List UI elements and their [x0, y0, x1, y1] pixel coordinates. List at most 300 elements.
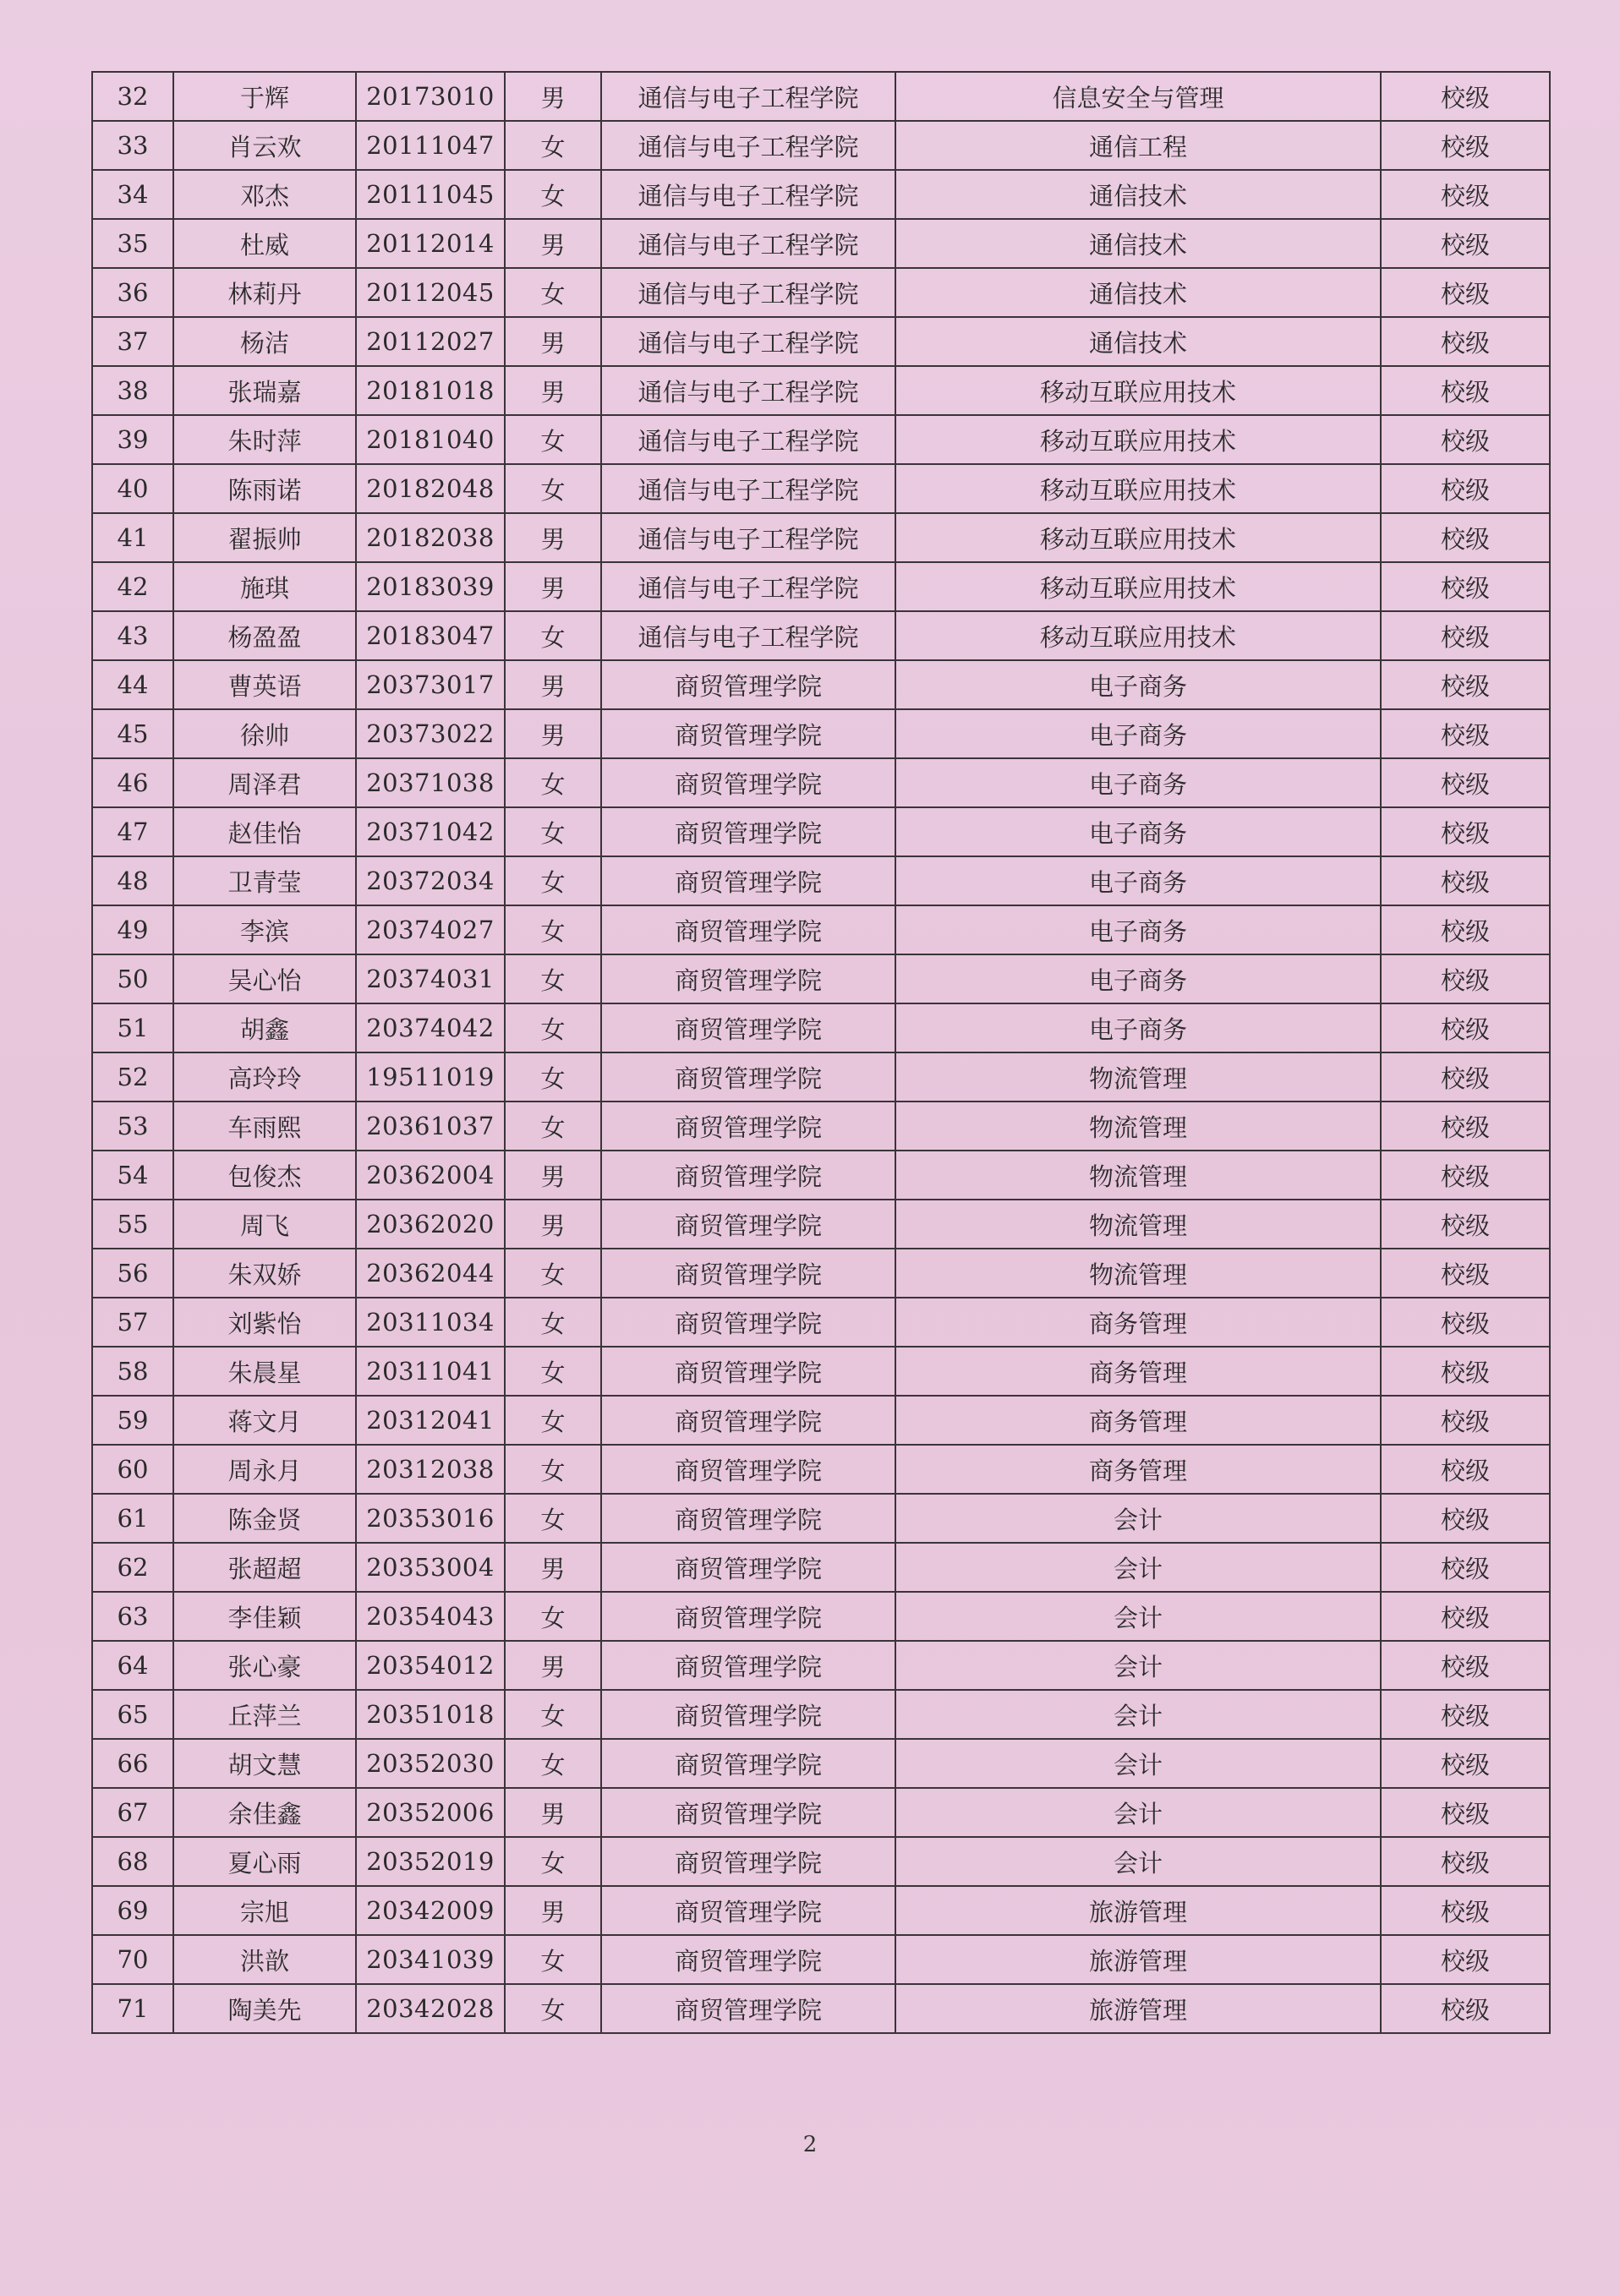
table-row — [92, 1739, 1550, 1788]
major-cell: 通信技术 — [895, 219, 1381, 268]
major-cell: 电子商务 — [895, 807, 1381, 856]
student-id-cell: 20111045 — [356, 170, 505, 219]
award-level-cell: 校级 — [1381, 1543, 1550, 1592]
gender-cell: 男 — [505, 709, 601, 758]
student-id-cell: 19511019 — [356, 1052, 505, 1102]
table-row — [92, 562, 1550, 611]
gender-cell: 男 — [505, 660, 601, 709]
student-roster-table — [91, 71, 1551, 2034]
student-name-cell: 曹英语 — [173, 660, 356, 709]
student-id-cell: 20183039 — [356, 562, 505, 611]
student-name-cell: 吴心怡 — [173, 954, 356, 1003]
award-level-cell: 校级 — [1381, 856, 1550, 905]
row-number-cell: 62 — [92, 1543, 173, 1592]
major-cell: 物流管理 — [895, 1249, 1381, 1298]
student-id-cell: 20182048 — [356, 464, 505, 513]
award-level-cell: 校级 — [1381, 1935, 1550, 1984]
award-level-cell: 校级 — [1381, 1151, 1550, 1200]
award-level-cell: 校级 — [1381, 121, 1550, 170]
gender-cell: 男 — [505, 1543, 601, 1592]
major-cell: 信息安全与管理 — [895, 72, 1381, 121]
student-id-cell: 20354043 — [356, 1592, 505, 1641]
student-id-cell: 20353016 — [356, 1494, 505, 1543]
major-cell: 通信技术 — [895, 268, 1381, 317]
table-row — [92, 1445, 1550, 1494]
student-id-cell: 20173010 — [356, 72, 505, 121]
award-level-cell: 校级 — [1381, 72, 1550, 121]
major-cell: 旅游管理 — [895, 1935, 1381, 1984]
student-id-cell: 20362044 — [356, 1249, 505, 1298]
major-cell: 通信技术 — [895, 170, 1381, 219]
row-number-cell: 33 — [92, 121, 173, 170]
award-level-cell: 校级 — [1381, 1249, 1550, 1298]
gender-cell: 男 — [505, 513, 601, 562]
major-cell: 会计 — [895, 1739, 1381, 1788]
student-id-cell: 20362004 — [356, 1151, 505, 1200]
award-level-cell: 校级 — [1381, 170, 1550, 219]
gender-cell: 女 — [505, 954, 601, 1003]
award-level-cell: 校级 — [1381, 1347, 1550, 1396]
table-row — [92, 1592, 1550, 1641]
college-cell: 通信与电子工程学院 — [601, 562, 895, 611]
student-id-cell: 20181018 — [356, 366, 505, 415]
student-name-cell: 朱晨星 — [173, 1347, 356, 1396]
college-cell: 商贸管理学院 — [601, 1494, 895, 1543]
major-cell: 移动互联应用技术 — [895, 562, 1381, 611]
student-name-cell: 张瑞嘉 — [173, 366, 356, 415]
table-row — [92, 1003, 1550, 1052]
row-number-cell: 53 — [92, 1102, 173, 1151]
major-cell: 会计 — [895, 1543, 1381, 1592]
gender-cell: 女 — [505, 1739, 601, 1788]
student-id-cell: 20372034 — [356, 856, 505, 905]
roster-body — [92, 72, 1550, 2033]
college-cell: 通信与电子工程学院 — [601, 415, 895, 464]
gender-cell: 女 — [505, 1592, 601, 1641]
row-number-cell: 67 — [92, 1788, 173, 1837]
major-cell: 商务管理 — [895, 1445, 1381, 1494]
award-level-cell: 校级 — [1381, 1641, 1550, 1690]
student-name-cell: 高玲玲 — [173, 1052, 356, 1102]
gender-cell: 女 — [505, 807, 601, 856]
major-cell: 移动互联应用技术 — [895, 513, 1381, 562]
award-level-cell: 校级 — [1381, 1690, 1550, 1739]
gender-cell: 男 — [505, 219, 601, 268]
student-id-cell: 20312038 — [356, 1445, 505, 1494]
student-name-cell: 杨洁 — [173, 317, 356, 366]
major-cell: 物流管理 — [895, 1200, 1381, 1249]
college-cell: 商贸管理学院 — [601, 1935, 895, 1984]
table-row — [92, 268, 1550, 317]
gender-cell: 男 — [505, 72, 601, 121]
student-name-cell: 周泽君 — [173, 758, 356, 807]
award-level-cell: 校级 — [1381, 660, 1550, 709]
major-cell: 移动互联应用技术 — [895, 464, 1381, 513]
major-cell: 移动互联应用技术 — [895, 415, 1381, 464]
college-cell: 通信与电子工程学院 — [601, 121, 895, 170]
row-number-cell: 49 — [92, 905, 173, 954]
student-id-cell: 20342028 — [356, 1984, 505, 2033]
gender-cell: 女 — [505, 268, 601, 317]
table-row — [92, 1494, 1550, 1543]
student-id-cell: 20183047 — [356, 611, 505, 660]
college-cell: 商贸管理学院 — [601, 1641, 895, 1690]
student-name-cell: 刘紫怡 — [173, 1298, 356, 1347]
table-row — [92, 611, 1550, 660]
student-name-cell: 胡鑫 — [173, 1003, 356, 1052]
award-level-cell: 校级 — [1381, 1445, 1550, 1494]
student-name-cell: 赵佳怡 — [173, 807, 356, 856]
college-cell: 商贸管理学院 — [601, 1788, 895, 1837]
student-name-cell: 肖云欢 — [173, 121, 356, 170]
table-row — [92, 1396, 1550, 1445]
major-cell: 通信工程 — [895, 121, 1381, 170]
row-number-cell: 57 — [92, 1298, 173, 1347]
major-cell: 商务管理 — [895, 1347, 1381, 1396]
gender-cell: 女 — [505, 1249, 601, 1298]
table-row — [92, 1052, 1550, 1102]
student-id-cell: 20373022 — [356, 709, 505, 758]
award-level-cell: 校级 — [1381, 1003, 1550, 1052]
gender-cell: 男 — [505, 1886, 601, 1935]
gender-cell: 男 — [505, 1641, 601, 1690]
row-number-cell: 56 — [92, 1249, 173, 1298]
row-number-cell: 34 — [92, 170, 173, 219]
major-cell: 会计 — [895, 1788, 1381, 1837]
major-cell: 物流管理 — [895, 1102, 1381, 1151]
college-cell: 通信与电子工程学院 — [601, 317, 895, 366]
student-name-cell: 李佳颖 — [173, 1592, 356, 1641]
table-row — [92, 856, 1550, 905]
row-number-cell: 71 — [92, 1984, 173, 2033]
row-number-cell: 39 — [92, 415, 173, 464]
college-cell: 商贸管理学院 — [601, 807, 895, 856]
gender-cell: 女 — [505, 1003, 601, 1052]
table-row — [92, 1690, 1550, 1739]
student-name-cell: 洪歆 — [173, 1935, 356, 1984]
major-cell: 移动互联应用技术 — [895, 366, 1381, 415]
row-number-cell: 65 — [92, 1690, 173, 1739]
student-id-cell: 20311041 — [356, 1347, 505, 1396]
gender-cell: 男 — [505, 562, 601, 611]
award-level-cell: 校级 — [1381, 1837, 1550, 1886]
student-name-cell: 蒋文月 — [173, 1396, 356, 1445]
student-id-cell: 20111047 — [356, 121, 505, 170]
major-cell: 会计 — [895, 1641, 1381, 1690]
table-row — [92, 1102, 1550, 1151]
student-name-cell: 周永月 — [173, 1445, 356, 1494]
student-name-cell: 杜威 — [173, 219, 356, 268]
row-number-cell: 51 — [92, 1003, 173, 1052]
major-cell: 电子商务 — [895, 856, 1381, 905]
gender-cell: 男 — [505, 1788, 601, 1837]
student-name-cell: 宗旭 — [173, 1886, 356, 1935]
college-cell: 通信与电子工程学院 — [601, 268, 895, 317]
student-id-cell: 20361037 — [356, 1102, 505, 1151]
table-row — [92, 170, 1550, 219]
student-id-cell: 20362020 — [356, 1200, 505, 1249]
award-level-cell: 校级 — [1381, 513, 1550, 562]
gender-cell: 女 — [505, 1396, 601, 1445]
student-name-cell: 夏心雨 — [173, 1837, 356, 1886]
row-number-cell: 69 — [92, 1886, 173, 1935]
student-id-cell: 20371042 — [356, 807, 505, 856]
college-cell: 通信与电子工程学院 — [601, 464, 895, 513]
college-cell: 通信与电子工程学院 — [601, 513, 895, 562]
table-row — [92, 219, 1550, 268]
student-id-cell: 20112045 — [356, 268, 505, 317]
gender-cell: 男 — [505, 1151, 601, 1200]
row-number-cell: 47 — [92, 807, 173, 856]
award-level-cell: 校级 — [1381, 1494, 1550, 1543]
student-name-cell: 张心豪 — [173, 1641, 356, 1690]
college-cell: 商贸管理学院 — [601, 1052, 895, 1102]
college-cell: 通信与电子工程学院 — [601, 611, 895, 660]
table-row — [92, 415, 1550, 464]
college-cell: 商贸管理学院 — [601, 1200, 895, 1249]
row-number-cell: 32 — [92, 72, 173, 121]
award-level-cell: 校级 — [1381, 219, 1550, 268]
row-number-cell: 45 — [92, 709, 173, 758]
college-cell: 通信与电子工程学院 — [601, 366, 895, 415]
table-row — [92, 1984, 1550, 2033]
row-number-cell: 55 — [92, 1200, 173, 1249]
college-cell: 通信与电子工程学院 — [601, 219, 895, 268]
table-row — [92, 807, 1550, 856]
table-row — [92, 317, 1550, 366]
award-level-cell: 校级 — [1381, 709, 1550, 758]
major-cell: 旅游管理 — [895, 1886, 1381, 1935]
student-id-cell: 20182038 — [356, 513, 505, 562]
row-number-cell: 70 — [92, 1935, 173, 1984]
row-number-cell: 61 — [92, 1494, 173, 1543]
gender-cell: 女 — [505, 1690, 601, 1739]
student-id-cell: 20351018 — [356, 1690, 505, 1739]
student-id-cell: 20374031 — [356, 954, 505, 1003]
award-level-cell: 校级 — [1381, 464, 1550, 513]
row-number-cell: 52 — [92, 1052, 173, 1102]
row-number-cell: 37 — [92, 317, 173, 366]
table-row — [92, 513, 1550, 562]
college-cell: 商贸管理学院 — [601, 1151, 895, 1200]
row-number-cell: 64 — [92, 1641, 173, 1690]
college-cell: 商贸管理学院 — [601, 1102, 895, 1151]
gender-cell: 女 — [505, 1298, 601, 1347]
row-number-cell: 66 — [92, 1739, 173, 1788]
major-cell: 物流管理 — [895, 1151, 1381, 1200]
college-cell: 商贸管理学院 — [601, 1690, 895, 1739]
college-cell: 商贸管理学院 — [601, 1886, 895, 1935]
award-level-cell: 校级 — [1381, 1396, 1550, 1445]
row-number-cell: 35 — [92, 219, 173, 268]
major-cell: 电子商务 — [895, 758, 1381, 807]
student-name-cell: 陈雨诺 — [173, 464, 356, 513]
award-level-cell: 校级 — [1381, 1592, 1550, 1641]
major-cell: 移动互联应用技术 — [895, 611, 1381, 660]
award-level-cell: 校级 — [1381, 1984, 1550, 2033]
table-row — [92, 1935, 1550, 1984]
college-cell: 商贸管理学院 — [601, 1445, 895, 1494]
major-cell: 商务管理 — [895, 1396, 1381, 1445]
gender-cell: 女 — [505, 415, 601, 464]
student-id-cell: 20353004 — [356, 1543, 505, 1592]
gender-cell: 女 — [505, 1984, 601, 2033]
student-name-cell: 杨盈盈 — [173, 611, 356, 660]
major-cell: 通信技术 — [895, 317, 1381, 366]
table-row — [92, 1347, 1550, 1396]
student-name-cell: 李滨 — [173, 905, 356, 954]
award-level-cell: 校级 — [1381, 758, 1550, 807]
student-id-cell: 20112014 — [356, 219, 505, 268]
table-row — [92, 1788, 1550, 1837]
student-id-cell: 20352006 — [356, 1788, 505, 1837]
college-cell: 商贸管理学院 — [601, 954, 895, 1003]
student-id-cell: 20311034 — [356, 1298, 505, 1347]
student-id-cell: 20342009 — [356, 1886, 505, 1935]
gender-cell: 男 — [505, 366, 601, 415]
student-id-cell: 20371038 — [356, 758, 505, 807]
major-cell: 电子商务 — [895, 1003, 1381, 1052]
college-cell: 商贸管理学院 — [601, 1984, 895, 2033]
major-cell: 物流管理 — [895, 1052, 1381, 1102]
major-cell: 商务管理 — [895, 1298, 1381, 1347]
gender-cell: 女 — [505, 121, 601, 170]
student-name-cell: 林莉丹 — [173, 268, 356, 317]
major-cell: 旅游管理 — [895, 1984, 1381, 2033]
row-number-cell: 60 — [92, 1445, 173, 1494]
award-level-cell: 校级 — [1381, 954, 1550, 1003]
student-name-cell: 施琪 — [173, 562, 356, 611]
student-name-cell: 陈金贤 — [173, 1494, 356, 1543]
student-name-cell: 翟振帅 — [173, 513, 356, 562]
award-level-cell: 校级 — [1381, 905, 1550, 954]
gender-cell: 女 — [505, 464, 601, 513]
row-number-cell: 59 — [92, 1396, 173, 1445]
page-number: 2 — [802, 2132, 818, 2157]
table-row — [92, 1886, 1550, 1935]
gender-cell: 女 — [505, 170, 601, 219]
table-row — [92, 1837, 1550, 1886]
award-level-cell: 校级 — [1381, 807, 1550, 856]
row-number-cell: 44 — [92, 660, 173, 709]
table-row — [92, 709, 1550, 758]
student-name-cell: 朱双娇 — [173, 1249, 356, 1298]
gender-cell: 男 — [505, 317, 601, 366]
table-row — [92, 1543, 1550, 1592]
student-name-cell: 陶美先 — [173, 1984, 356, 2033]
table-row — [92, 905, 1550, 954]
college-cell: 商贸管理学院 — [601, 758, 895, 807]
award-level-cell: 校级 — [1381, 1788, 1550, 1837]
table-row — [92, 366, 1550, 415]
college-cell: 商贸管理学院 — [601, 1396, 895, 1445]
award-level-cell: 校级 — [1381, 268, 1550, 317]
gender-cell: 女 — [505, 856, 601, 905]
award-level-cell: 校级 — [1381, 1200, 1550, 1249]
major-cell: 电子商务 — [895, 709, 1381, 758]
table-row — [92, 1641, 1550, 1690]
college-cell: 商贸管理学院 — [601, 905, 895, 954]
gender-cell: 女 — [505, 1102, 601, 1151]
table-row — [92, 758, 1550, 807]
gender-cell: 女 — [505, 1347, 601, 1396]
major-cell: 会计 — [895, 1837, 1381, 1886]
college-cell: 商贸管理学院 — [601, 1592, 895, 1641]
college-cell: 商贸管理学院 — [601, 856, 895, 905]
table-row — [92, 1200, 1550, 1249]
award-level-cell: 校级 — [1381, 1102, 1550, 1151]
student-id-cell: 20181040 — [356, 415, 505, 464]
student-name-cell: 张超超 — [173, 1543, 356, 1592]
gender-cell: 男 — [505, 1200, 601, 1249]
gender-cell: 女 — [505, 1052, 601, 1102]
college-cell: 商贸管理学院 — [601, 1837, 895, 1886]
college-cell: 商贸管理学院 — [601, 660, 895, 709]
student-id-cell: 20352030 — [356, 1739, 505, 1788]
gender-cell: 女 — [505, 1837, 601, 1886]
student-id-cell: 20341039 — [356, 1935, 505, 1984]
student-name-cell: 胡文慧 — [173, 1739, 356, 1788]
row-number-cell: 36 — [92, 268, 173, 317]
college-cell: 商贸管理学院 — [601, 1739, 895, 1788]
major-cell: 电子商务 — [895, 660, 1381, 709]
student-id-cell: 20112027 — [356, 317, 505, 366]
award-level-cell: 校级 — [1381, 317, 1550, 366]
gender-cell: 女 — [505, 758, 601, 807]
row-number-cell: 54 — [92, 1151, 173, 1200]
gender-cell: 女 — [505, 1935, 601, 1984]
college-cell: 商贸管理学院 — [601, 1543, 895, 1592]
major-cell: 会计 — [895, 1592, 1381, 1641]
award-level-cell: 校级 — [1381, 1886, 1550, 1935]
major-cell: 会计 — [895, 1690, 1381, 1739]
row-number-cell: 42 — [92, 562, 173, 611]
student-name-cell: 于辉 — [173, 72, 356, 121]
award-level-cell: 校级 — [1381, 366, 1550, 415]
student-name-cell: 包俊杰 — [173, 1151, 356, 1200]
row-number-cell: 50 — [92, 954, 173, 1003]
student-name-cell: 周飞 — [173, 1200, 356, 1249]
major-cell: 电子商务 — [895, 905, 1381, 954]
college-cell: 商贸管理学院 — [601, 1003, 895, 1052]
student-id-cell: 20312041 — [356, 1396, 505, 1445]
table-row — [92, 72, 1550, 121]
college-cell: 通信与电子工程学院 — [601, 72, 895, 121]
college-cell: 商贸管理学院 — [601, 709, 895, 758]
table-row — [92, 660, 1550, 709]
award-level-cell: 校级 — [1381, 415, 1550, 464]
student-name-cell: 朱时萍 — [173, 415, 356, 464]
student-id-cell: 20374027 — [356, 905, 505, 954]
college-cell: 通信与电子工程学院 — [601, 170, 895, 219]
college-cell: 商贸管理学院 — [601, 1298, 895, 1347]
award-level-cell: 校级 — [1381, 562, 1550, 611]
student-name-cell: 车雨熙 — [173, 1102, 356, 1151]
row-number-cell: 58 — [92, 1347, 173, 1396]
row-number-cell: 40 — [92, 464, 173, 513]
award-level-cell: 校级 — [1381, 1052, 1550, 1102]
row-number-cell: 48 — [92, 856, 173, 905]
table-row — [92, 464, 1550, 513]
row-number-cell: 38 — [92, 366, 173, 415]
row-number-cell: 63 — [92, 1592, 173, 1641]
student-name-cell: 丘萍兰 — [173, 1690, 356, 1739]
award-level-cell: 校级 — [1381, 1739, 1550, 1788]
student-id-cell: 20373017 — [356, 660, 505, 709]
student-name-cell: 徐帅 — [173, 709, 356, 758]
student-name-cell: 卫青莹 — [173, 856, 356, 905]
gender-cell: 女 — [505, 1494, 601, 1543]
